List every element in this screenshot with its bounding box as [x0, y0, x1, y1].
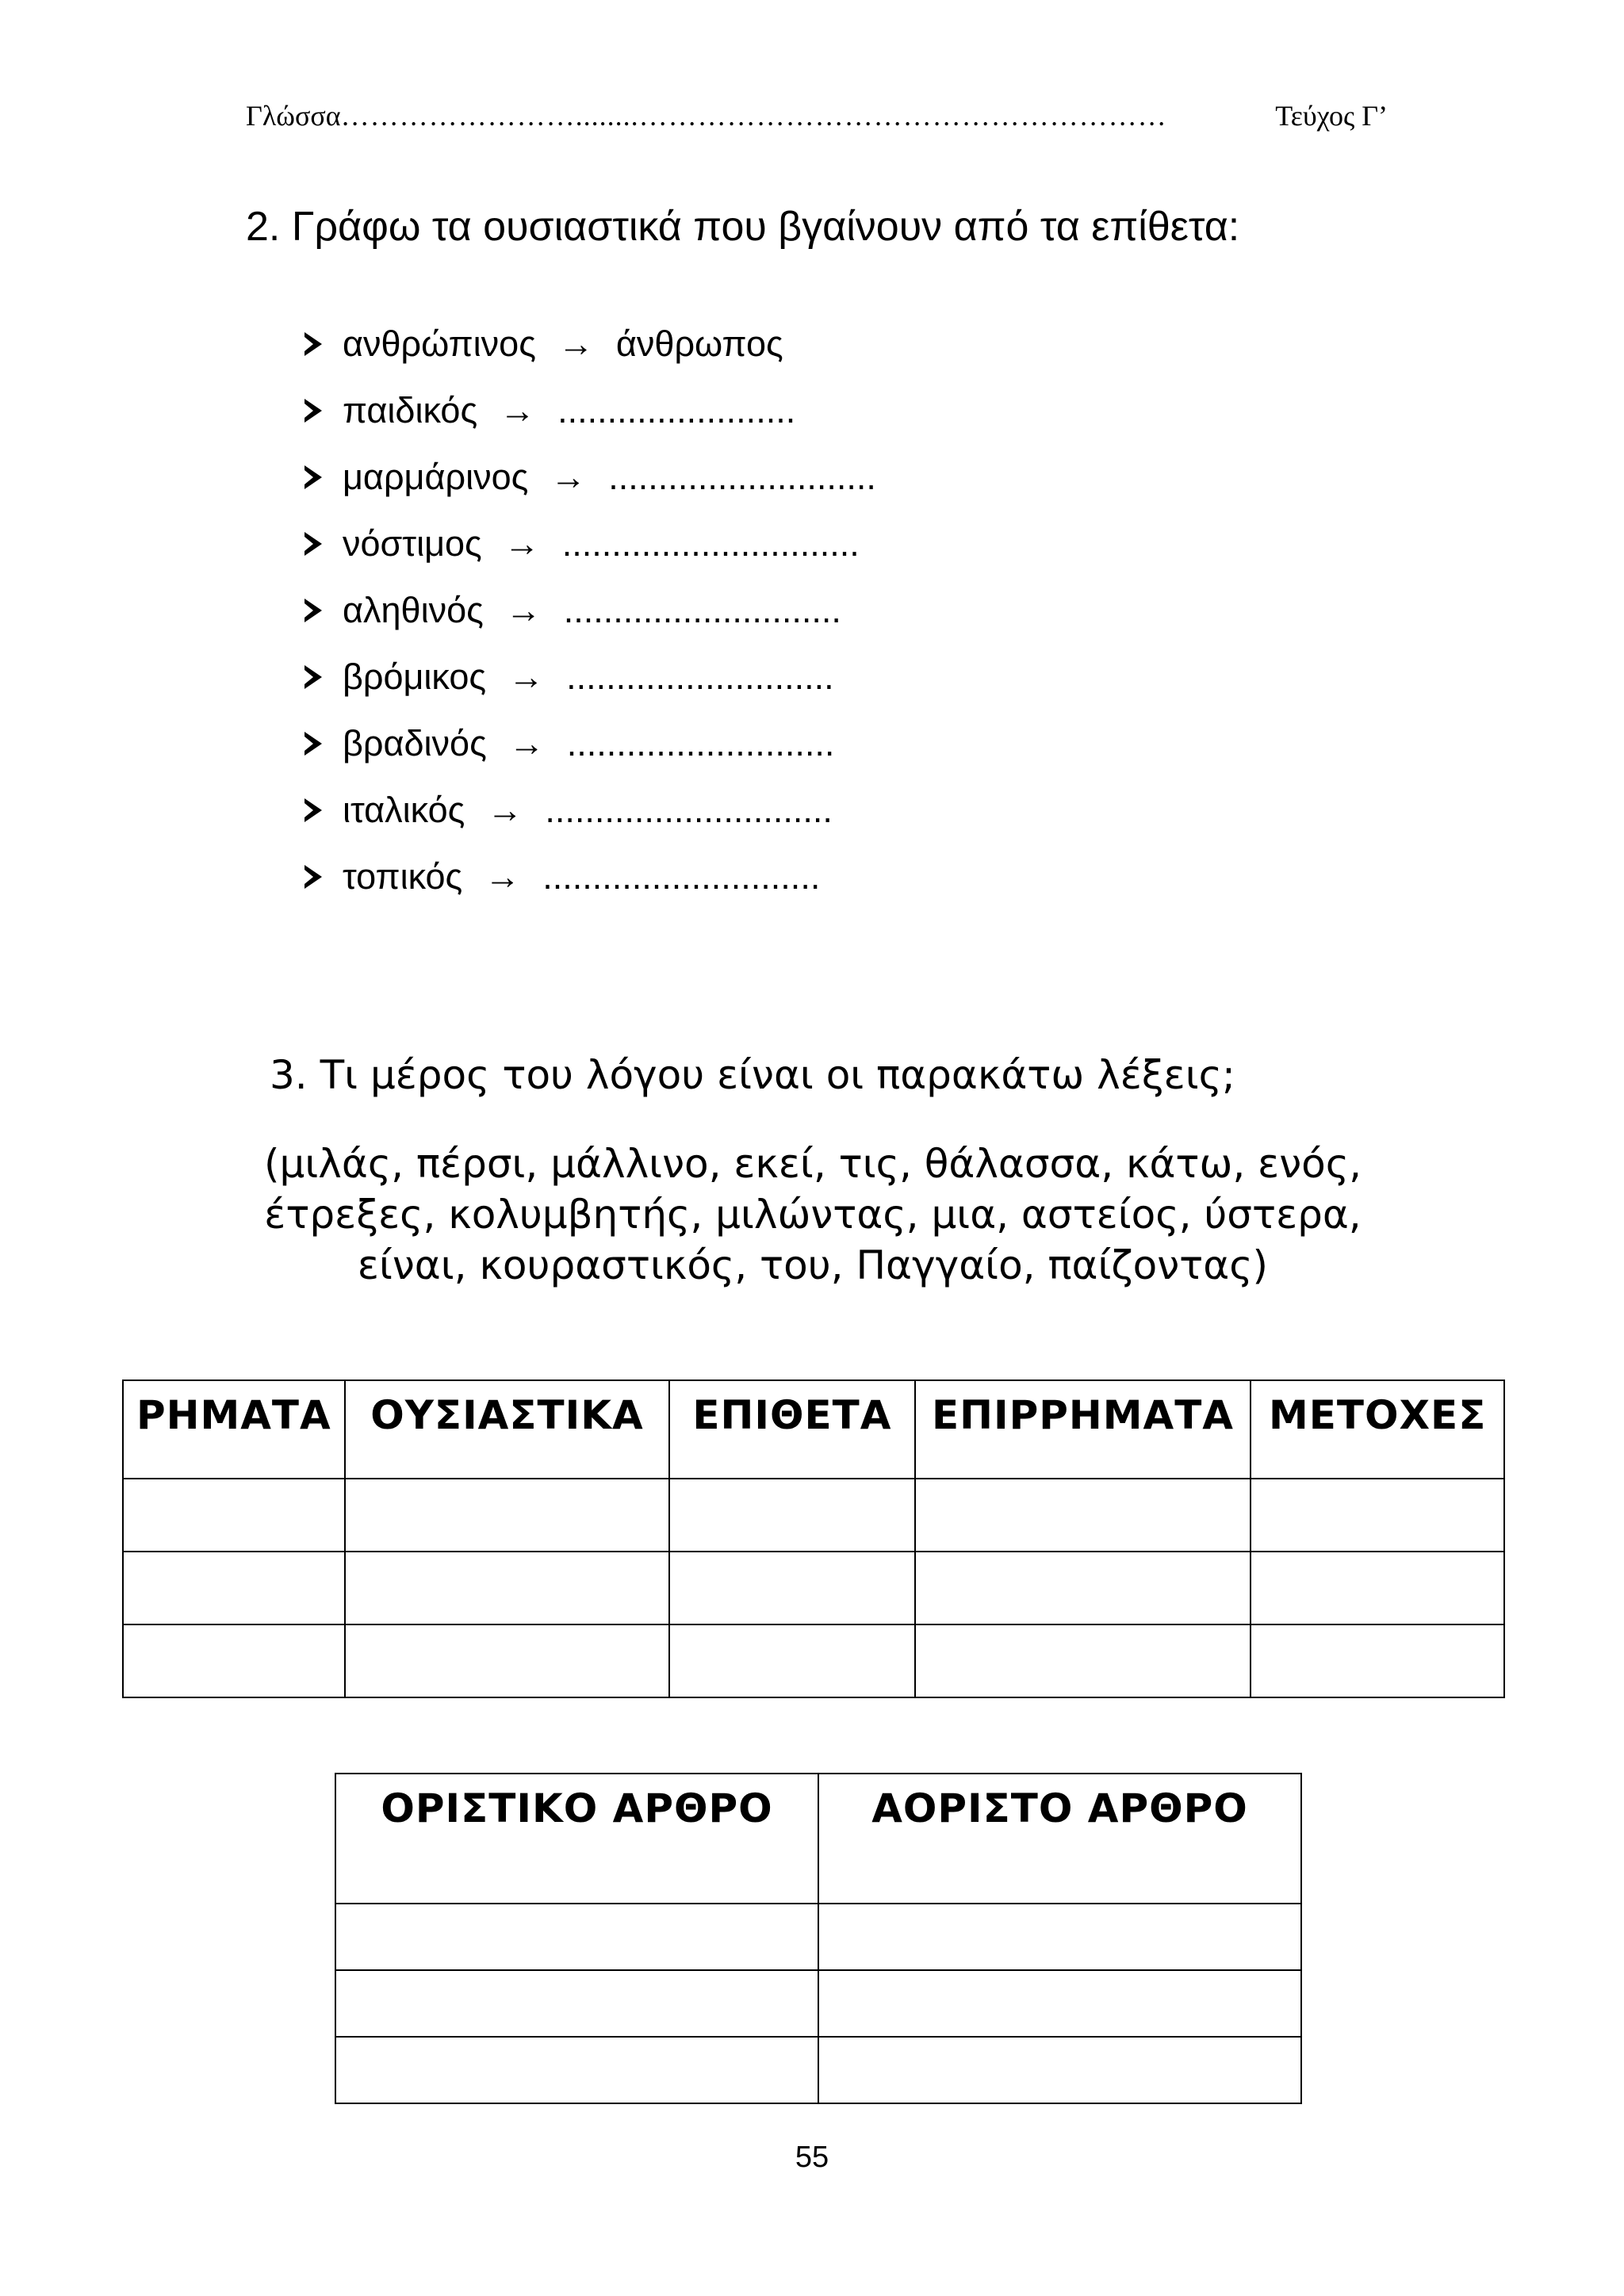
- header-subject: Γλώσσα: [246, 100, 341, 132]
- column-header-nouns: ΟΥΣΙΑΣΤΙΚΑ: [345, 1380, 669, 1479]
- column-header-definite-article: ΟΡΙΣΤΙΚΟ ΑΡΘΡΟ: [335, 1774, 818, 1904]
- table-row: [123, 1624, 1504, 1697]
- arrowhead-bullet-icon: [304, 732, 322, 756]
- answer-cell[interactable]: [335, 1904, 818, 1970]
- answer-cell[interactable]: [915, 1624, 1251, 1697]
- page-header: [246, 97, 1388, 135]
- list-item: [304, 777, 876, 844]
- parts-of-speech-table: [122, 1380, 1505, 1698]
- articles-table: [335, 1773, 1302, 2104]
- list-item: [304, 577, 876, 644]
- answer-cell[interactable]: [1251, 1479, 1504, 1552]
- adjective: ανθρώπινος: [343, 323, 536, 364]
- list-item: [304, 511, 876, 577]
- column-header-adverbs: ΕΠΙΡΡΗΜΑΤΑ: [915, 1380, 1251, 1479]
- answer-cell[interactable]: [1251, 1552, 1504, 1624]
- adjective: βρόμικος: [343, 656, 487, 697]
- answer-cell[interactable]: [123, 1624, 345, 1697]
- right-arrow-icon: →: [557, 323, 594, 364]
- column-header-participles: ΜΕΤΟΧΕΣ: [1251, 1380, 1504, 1479]
- list-item: [304, 444, 876, 511]
- list-item: [304, 844, 876, 910]
- table-row: [123, 1479, 1504, 1552]
- answer-cell[interactable]: [818, 1970, 1301, 2037]
- arrowhead-bullet-icon: [304, 532, 322, 556]
- table-row: [335, 2037, 1301, 2103]
- right-arrow-icon: →: [500, 390, 536, 430]
- arrowhead-bullet-icon: [304, 332, 322, 356]
- answer-blank: .............................: [545, 790, 833, 830]
- list-item: [304, 644, 876, 710]
- answer-cell[interactable]: [345, 1624, 669, 1697]
- answer-cell[interactable]: [335, 1970, 818, 2037]
- table-row: [123, 1552, 1504, 1624]
- right-arrow-icon: →: [487, 790, 523, 830]
- right-arrow-icon: →: [505, 590, 542, 630]
- table-header-row: [335, 1774, 1301, 1904]
- list-item: [304, 377, 876, 444]
- answer-cell[interactable]: [345, 1479, 669, 1552]
- header-dots: ……………………........………………………………………………: [340, 100, 1167, 132]
- answer: άνθρωπος: [615, 323, 783, 364]
- answer-cell[interactable]: [669, 1624, 915, 1697]
- answer-blank: ........................: [557, 390, 796, 430]
- answer-cell[interactable]: [669, 1479, 915, 1552]
- arrowhead-bullet-icon: [304, 599, 322, 622]
- adjective: τοπικός: [343, 856, 463, 897]
- adjective: ιταλικός: [343, 790, 465, 830]
- adjective-list: [304, 311, 876, 910]
- answer-blank: ...........................: [566, 723, 835, 763]
- answer-cell[interactable]: [123, 1479, 345, 1552]
- table-row: [335, 1904, 1301, 1970]
- exercise-3-title: 3. Τι μέρος του λόγου είναι οι παρακάτω λέξεις;: [270, 1052, 1235, 1098]
- word-list-line: έτρεξες, κολυμβητής, μιλώντας, μια, αστείος, ύστερα,: [264, 1192, 1362, 1238]
- arrowhead-bullet-icon: [304, 399, 322, 423]
- exercise-2-title: 2. Γράφω τα ουσιαστικά που βγαίνουν από τα επίθετα:: [246, 204, 1240, 250]
- adjective: μαρμάρινος: [343, 457, 529, 497]
- header-issue: Τεύχος Γ’: [1275, 100, 1388, 132]
- table-row: [335, 1970, 1301, 2037]
- answer-cell[interactable]: [335, 2037, 818, 2103]
- column-header-verbs: ΡΗΜΑΤΑ: [123, 1380, 345, 1479]
- answer-cell[interactable]: [123, 1552, 345, 1624]
- column-header-adjectives: ΕΠΙΘΕΤΑ: [669, 1380, 915, 1479]
- answer-cell[interactable]: [669, 1552, 915, 1624]
- arrowhead-bullet-icon: [304, 665, 322, 689]
- right-arrow-icon: →: [485, 856, 521, 897]
- arrowhead-bullet-icon: [304, 465, 322, 489]
- answer-blank: ..............................: [561, 523, 860, 564]
- answer-cell[interactable]: [915, 1552, 1251, 1624]
- answer-cell[interactable]: [818, 2037, 1301, 2103]
- list-item: [304, 710, 876, 777]
- page-number: 55: [795, 2141, 829, 2174]
- answer-blank: ...........................: [608, 457, 876, 497]
- answer-blank: ...........................: [566, 656, 834, 697]
- answer-cell[interactable]: [345, 1552, 669, 1624]
- word-list: [238, 1138, 1388, 1291]
- list-item: [304, 311, 876, 377]
- adjective: αληθινός: [343, 590, 484, 630]
- right-arrow-icon: →: [508, 723, 545, 763]
- answer-cell[interactable]: [1251, 1624, 1504, 1697]
- adjective: παιδικός: [343, 390, 478, 430]
- right-arrow-icon: →: [504, 523, 540, 564]
- answer-cell[interactable]: [818, 1904, 1301, 1970]
- arrowhead-bullet-icon: [304, 798, 322, 822]
- word-list-line: (μιλάς, πέρσι, μάλλινο, εκεί, τις, θάλασσα, κάτω, ενός,: [264, 1141, 1362, 1187]
- table-header-row: [123, 1380, 1504, 1479]
- arrowhead-bullet-icon: [304, 865, 322, 889]
- adjective: βραδινός: [343, 723, 487, 763]
- word-list-line: είναι, κουραστικός, του, Παγγαίο, παίζοντας): [357, 1242, 1269, 1288]
- right-arrow-icon: →: [550, 457, 587, 497]
- column-header-indefinite-article: ΑΟΡΙΣΤΟ ΑΡΘΡΟ: [818, 1774, 1301, 1904]
- answer-cell[interactable]: [915, 1479, 1251, 1552]
- adjective: νόστιμος: [343, 523, 482, 564]
- answer-blank: ............................: [563, 590, 841, 630]
- right-arrow-icon: →: [508, 656, 545, 697]
- answer-blank: ............................: [542, 856, 821, 897]
